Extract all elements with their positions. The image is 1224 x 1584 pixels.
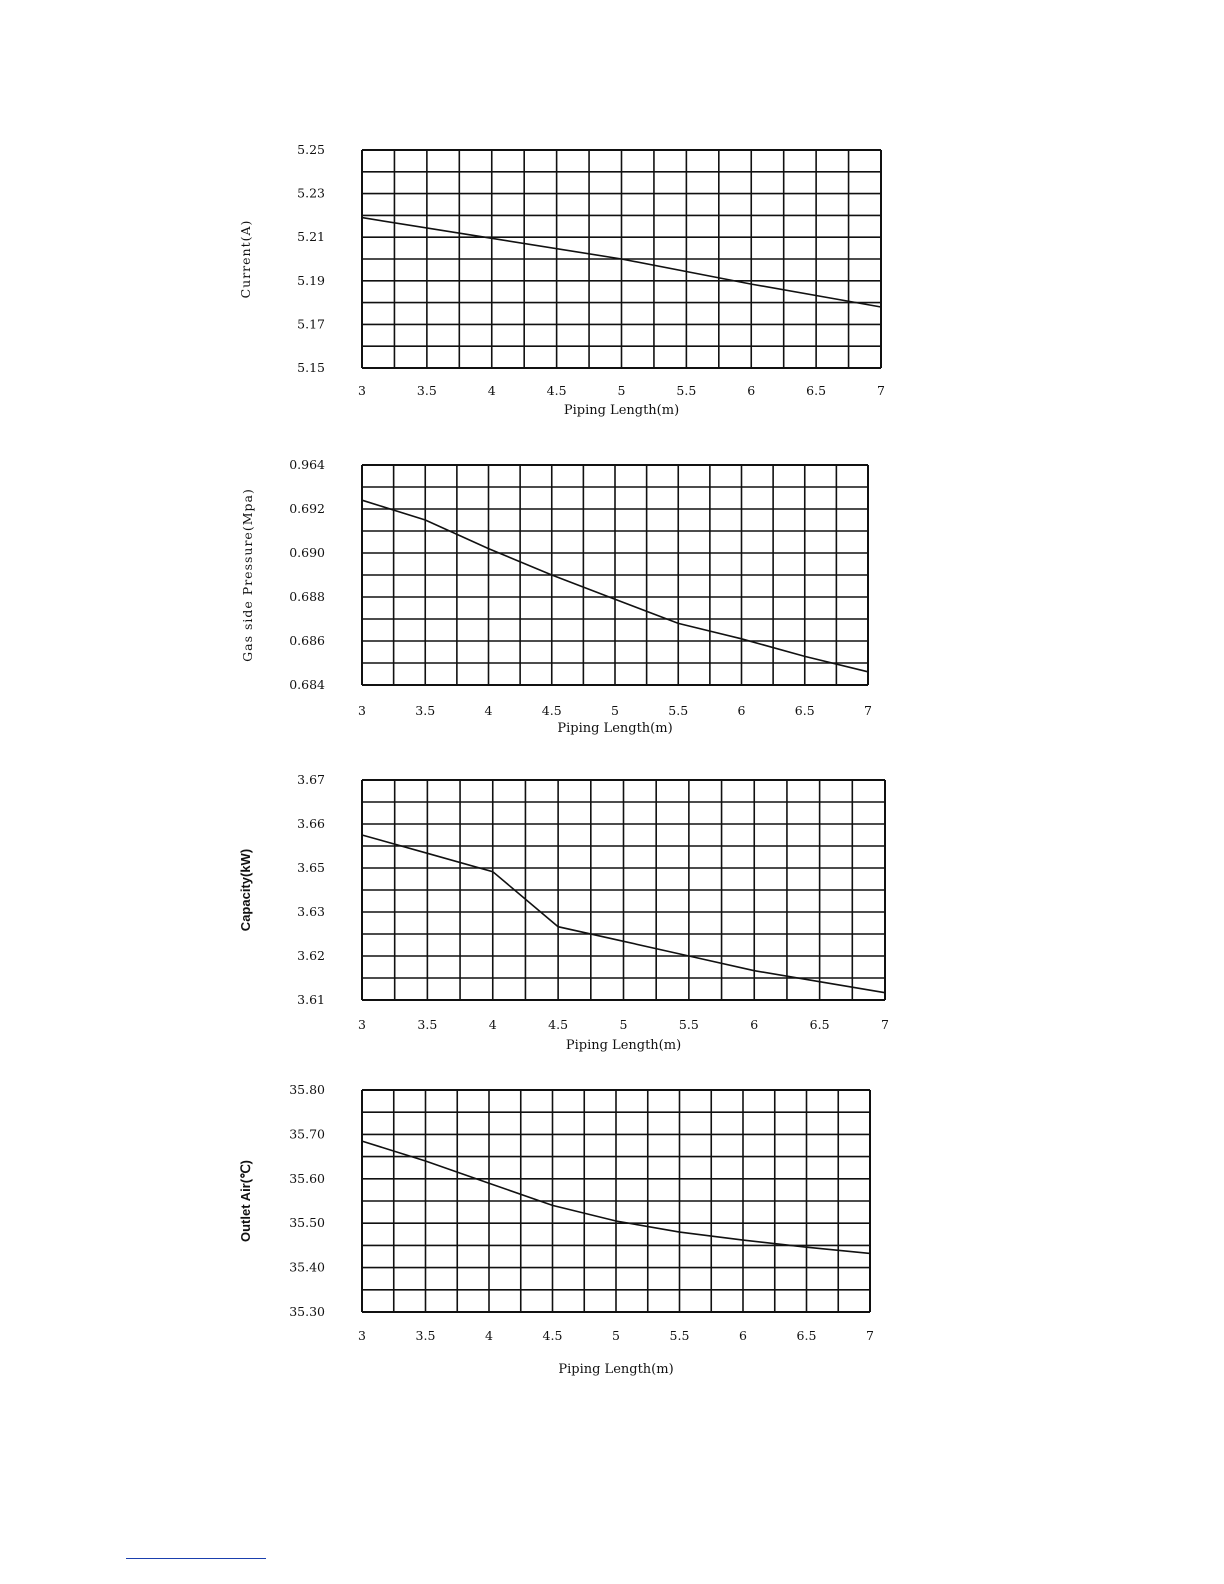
y-tick-label: 3.63: [297, 904, 325, 919]
x-tick-label: 5: [611, 703, 619, 718]
x-tick-label: 4: [487, 383, 496, 398]
x-tick-label: 5: [612, 1328, 620, 1343]
y-tick-label: 0.688: [289, 589, 325, 604]
chart-gas-side-pressure: [0, 445, 1224, 745]
y-tick-label: 3.67: [297, 772, 325, 787]
x-tick-label: 6.5: [794, 703, 815, 718]
x-tick-label: 5.5: [676, 383, 697, 398]
y-tick-label: 5.25: [297, 142, 325, 157]
y-axis-label: Gas side Pressure(Mpa): [240, 488, 255, 662]
x-tick-label: 4.5: [546, 383, 567, 398]
chart-capacity: [0, 760, 1224, 1060]
y-tick-label: 35.50: [289, 1215, 325, 1231]
x-tick-label: 6: [750, 1017, 759, 1032]
y-axis-label: Capacity(kW): [238, 848, 253, 932]
chart-current: [0, 130, 1224, 430]
x-tick-label: 3.5: [415, 703, 436, 718]
y-tick-label: 3.61: [297, 992, 325, 1007]
x-tick-label: 5.5: [668, 703, 689, 718]
x-tick-label: 6.5: [809, 1017, 830, 1032]
x-tick-label: 3: [358, 1017, 366, 1032]
x-tick-label: 4.5: [548, 1017, 569, 1032]
x-tick-label: 5.5: [669, 1328, 690, 1343]
x-tick-label: 3: [358, 703, 366, 718]
y-tick-label: 5.23: [297, 185, 325, 201]
footer-divider: [126, 1558, 266, 1559]
y-tick-label: 35.60: [289, 1170, 325, 1186]
y-tick-label: 0.692: [289, 501, 325, 516]
y-tick-label: 35.80: [289, 1082, 325, 1097]
y-tick-label: 5.19: [297, 272, 325, 288]
x-tick-label: 3: [358, 1328, 366, 1343]
x-tick-label: 4: [485, 1328, 493, 1343]
x-tick-label: 6.5: [806, 383, 827, 398]
x-tick-label: 3: [358, 383, 366, 398]
y-tick-label: 0.964: [289, 457, 325, 472]
y-tick-label: 0.684: [289, 677, 325, 692]
grid: [362, 1090, 870, 1312]
y-tick-label: 35.30: [289, 1304, 325, 1319]
x-tick-label: 6: [739, 1328, 747, 1343]
x-tick-label: 7: [864, 703, 872, 718]
x-tick-label: 3.5: [415, 1328, 436, 1343]
x-tick-label: 4.5: [542, 1328, 563, 1343]
y-tick-label: 5.21: [297, 229, 325, 245]
x-axis-label: Piping Length(m): [565, 1038, 682, 1053]
chart-outlet-air: [0, 1070, 1224, 1390]
y-tick-label: 0.690: [289, 545, 325, 560]
x-tick-label: 7: [866, 1328, 874, 1343]
x-tick-label: 5.5: [678, 1017, 699, 1032]
x-axis-label: Piping Length(m): [558, 1362, 674, 1377]
x-tick-label: 3.5: [416, 383, 437, 398]
y-tick-label: 3.62: [297, 948, 325, 963]
x-tick-label: 4: [484, 703, 493, 718]
x-tick-label: 6: [747, 383, 756, 398]
x-tick-label: 6.5: [796, 1328, 817, 1343]
grid: [362, 465, 868, 685]
y-axis-label: Outlet Air(℃): [238, 1160, 253, 1242]
x-tick-label: 6: [737, 703, 746, 718]
y-tick-label: 5.17: [297, 316, 325, 332]
y-tick-label: 3.66: [297, 816, 325, 831]
x-tick-label: 4: [488, 1017, 497, 1032]
x-axis-label: Piping Length(m): [557, 721, 673, 736]
x-tick-label: 7: [877, 383, 885, 398]
y-axis-label: Current(A): [238, 219, 253, 299]
y-tick-label: 0.686: [289, 633, 325, 648]
x-tick-label: 5: [619, 1017, 628, 1032]
grid: [362, 780, 885, 1000]
y-tick-label: 3.65: [297, 860, 325, 875]
x-tick-label: 3.5: [417, 1017, 438, 1032]
x-tick-label: 5: [617, 383, 626, 398]
y-tick-label: 35.40: [289, 1259, 325, 1275]
x-tick-label: 7: [881, 1017, 889, 1032]
y-tick-label: 35.70: [289, 1126, 325, 1142]
x-axis-label: Piping Length(m): [563, 403, 680, 418]
y-tick-label: 5.15: [297, 360, 325, 375]
x-tick-label: 4.5: [541, 703, 562, 718]
